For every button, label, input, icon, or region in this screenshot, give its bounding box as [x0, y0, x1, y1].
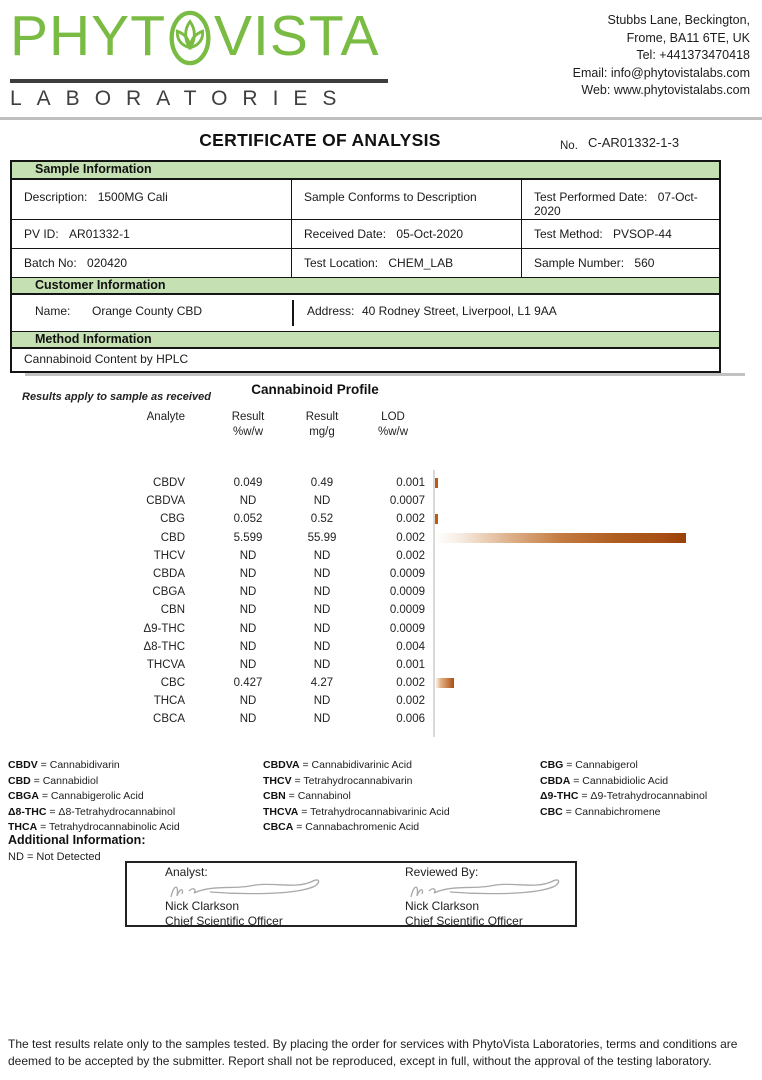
- glossary-term: THCA: [8, 821, 38, 833]
- result-pct-value: ND: [239, 495, 257, 508]
- result-pct-value: ND: [239, 658, 257, 671]
- test-location-cell: [292, 249, 522, 277]
- glossary-term: CBN: [263, 790, 286, 802]
- conforms-value: Sample Conforms to Description: [304, 190, 477, 204]
- lod-value: 0.001: [396, 477, 425, 489]
- footer-line: The test results relate only to the samples tested. By placing the order for services with PhytoVista Laboratories, terms and conditions are: [8, 1037, 738, 1051]
- result-mgg-value: ND: [313, 658, 331, 671]
- logo-subtitle: LABORATORIES: [10, 87, 352, 110]
- result-mgg-value: ND: [313, 604, 331, 617]
- test-performed-cell: [522, 180, 719, 219]
- contact-line: Frome, BA11 6TE, UK: [626, 30, 750, 45]
- glossary-term: CBC: [540, 805, 563, 818]
- analyte-row: [0, 583, 762, 601]
- reviewer-signature-block: [405, 865, 615, 928]
- glossary-column-1: [8, 758, 180, 836]
- footer-disclaimer: [8, 1036, 756, 1069]
- glossary-term: CBDVA: [263, 759, 300, 771]
- header-line: %w/w: [232, 425, 264, 438]
- glossary-entry: CBGA = Cannabigerolic Acid: [8, 790, 144, 802]
- glossary-entry: Δ8-THC = Δ8-Tetrahydrocannabinol: [8, 805, 176, 818]
- result-bar: [435, 478, 438, 488]
- lod-value: 0.0009: [389, 567, 425, 580]
- logo-text-right: VISTA: [214, 4, 380, 68]
- glossary-entry: CBC = Cannabichromene: [540, 805, 661, 818]
- method-value: Cannabinoid Content by HPLC: [24, 352, 189, 366]
- sample-number-label: Sample Number:: [534, 256, 625, 270]
- table-row: [12, 180, 719, 219]
- glossary-entry: CBG = Cannabigerol: [540, 759, 638, 771]
- batch-no-cell: [12, 249, 292, 277]
- contact-line: Email: info@phytovistalabs.com: [572, 65, 750, 80]
- leaf-icon: [167, 9, 213, 67]
- customer-address-value: 40 Rodney Street, Liverpool, L1 9AA: [362, 304, 557, 318]
- result-mgg-value: ND: [313, 567, 331, 580]
- pv-id-cell: [12, 220, 292, 248]
- analyte-name: Δ9-THC: [143, 622, 185, 635]
- result-pct-value: 5.599: [233, 531, 263, 544]
- footer-line: deemed to be accepted by the submitter. Report shall not be reproduced, except in full, without the approval of the testing laboratory.: [8, 1053, 712, 1068]
- certificate-no-value: C-AR01332-1-3: [588, 135, 680, 150]
- result-mgg-value: ND: [313, 495, 331, 508]
- lod-value: 0.0009: [389, 604, 425, 617]
- additional-information-title: Additional Information:: [8, 833, 146, 847]
- header-line: LOD: [381, 411, 405, 423]
- result-pct-value: 0.427: [233, 677, 263, 690]
- logo-rule: [10, 79, 388, 83]
- test-performed-label: Test Performed Date:: [534, 190, 648, 204]
- analyst-label: Analyst:: [165, 865, 208, 879]
- test-performed-value: 07-Oct-2020: [534, 190, 698, 218]
- description-cell: [12, 180, 292, 219]
- glossary-term: CBDV: [8, 759, 38, 771]
- lod-value: 0.002: [396, 695, 425, 708]
- analyte-row: [0, 638, 762, 656]
- glossary-entry: THCV = Tetrahydrocannabivarin: [263, 774, 413, 787]
- lod-value: 0.002: [396, 677, 425, 690]
- analyte-row: [0, 656, 762, 674]
- column-header-result-pct: [210, 410, 286, 439]
- glossary-entry: THCVA = Tetrahydrocannabivarinic Acid: [263, 805, 450, 818]
- analyst-signature-block: [165, 865, 375, 928]
- customer-divider: [292, 300, 294, 326]
- received-date-value: 05-Oct-2020: [396, 227, 464, 241]
- result-mgg-value: 0.52: [310, 513, 334, 526]
- glossary-term: CBG: [540, 759, 564, 771]
- analyte-row: [0, 510, 762, 528]
- lod-value: 0.002: [396, 549, 425, 562]
- result-pct-value: 0.052: [233, 513, 263, 526]
- glossary-term: CBGA: [8, 790, 39, 802]
- chart-title: Cannabinoid Profile: [251, 382, 379, 397]
- analyte-row: [0, 710, 762, 728]
- header-line: %w/w: [377, 425, 409, 438]
- logo-wordmark: [10, 6, 402, 67]
- analyst-title: Chief Scientific Officer: [165, 914, 283, 928]
- lod-value: 0.0007: [389, 495, 425, 508]
- glossary-column-3: [540, 758, 707, 820]
- info-table: [10, 160, 721, 373]
- glossary-term: Δ9-THC: [540, 790, 579, 802]
- pv-id-label: PV ID:: [24, 227, 59, 241]
- customer-address-label: Address:: [307, 304, 355, 318]
- sample-information-header: Sample Information: [12, 162, 719, 180]
- glossary-term: CBDA: [540, 774, 571, 787]
- phytovista-logo: [10, 6, 402, 111]
- lod-value: 0.0009: [389, 586, 425, 599]
- reviewed-by-label: Reviewed By:: [405, 865, 479, 879]
- test-method-cell: [522, 220, 719, 248]
- glossary-column-2: [263, 758, 450, 836]
- analyte-name: CBC: [160, 677, 185, 690]
- batch-no-value: 020420: [87, 256, 128, 270]
- analyte-name: CBGA: [152, 586, 185, 599]
- customer-name-label: Name:: [35, 304, 71, 318]
- analyte-name: CBG: [160, 513, 185, 526]
- result-mgg-value: ND: [313, 622, 331, 635]
- glossary-entry: CBDV = Cannabidivarin: [8, 759, 120, 771]
- result-mgg-value: 0.49: [310, 477, 334, 489]
- analyte-row: [0, 492, 762, 510]
- analyte-row: [0, 529, 762, 547]
- results-note: Results apply to sample as received: [22, 391, 211, 403]
- header-line: Analyte: [146, 411, 185, 423]
- column-header-analyte: [95, 410, 185, 425]
- lod-value: 0.004: [396, 640, 425, 653]
- analyte-row: [0, 565, 762, 583]
- analyte-row: [0, 692, 762, 710]
- result-mgg-value: ND: [313, 640, 331, 653]
- column-header-result-mgg: [284, 410, 360, 439]
- header-line: Result: [305, 411, 339, 423]
- analyte-row: [0, 547, 762, 565]
- contact-line: Stubbs Lane, Beckington,: [607, 13, 750, 27]
- analyte-name: THCV: [153, 549, 185, 562]
- analyte-name: Δ8-THC: [143, 640, 185, 653]
- glossary-term: CBD: [8, 774, 31, 787]
- test-method-value: PVSOP-44: [613, 227, 672, 241]
- result-bar: [435, 533, 686, 543]
- glossary-term: Δ8-THC: [8, 805, 47, 818]
- header-line: Result: [231, 411, 265, 423]
- result-mgg-value: ND: [313, 713, 331, 726]
- sample-number-cell: [522, 249, 719, 277]
- glossary-entry: CBD = Cannabidiol: [8, 774, 99, 787]
- result-pct-value: ND: [239, 640, 257, 653]
- lab-contact-info: [573, 12, 750, 100]
- glossary-entry: CBDVA = Cannabidivarinic Acid: [263, 759, 412, 771]
- analyte-row: [0, 674, 762, 692]
- analyst-name: Nick Clarkson: [165, 899, 240, 913]
- glossary-term: THCVA: [263, 805, 299, 818]
- lod-value: 0.002: [396, 531, 425, 544]
- result-mgg-value: 55.99: [307, 531, 337, 544]
- result-pct-value: ND: [239, 549, 257, 562]
- test-location-value: CHEM_LAB: [388, 256, 454, 270]
- analyte-row: [0, 474, 762, 492]
- description-label: Description:: [24, 190, 88, 204]
- batch-no-label: Batch No:: [24, 256, 77, 270]
- result-bar: [435, 514, 438, 524]
- reviewer-title: Chief Scientific Officer: [405, 914, 523, 928]
- glossary-entry: THCA = Tetrahydrocannabinolic Acid: [8, 821, 180, 833]
- result-pct-value: ND: [239, 567, 257, 580]
- analyte-name: THCA: [153, 695, 185, 708]
- header-divider: [0, 117, 762, 120]
- method-information-header: Method Information: [12, 331, 719, 349]
- received-date-cell: [292, 220, 522, 248]
- result-pct-value: ND: [239, 622, 257, 635]
- customer-row: [12, 295, 719, 331]
- lod-value: 0.002: [396, 513, 425, 526]
- section-divider: [25, 373, 745, 376]
- analyte-name: CBN: [160, 604, 185, 617]
- received-date-label: Received Date:: [304, 227, 387, 241]
- result-bar: [435, 678, 454, 688]
- result-mgg-value: ND: [313, 586, 331, 599]
- result-mgg-value: ND: [313, 549, 331, 562]
- result-pct-value: 0.049: [233, 477, 263, 489]
- analyte-name: CBDV: [153, 477, 185, 489]
- analyte-name: CBDA: [153, 567, 185, 580]
- analyte-name: CBCA: [153, 713, 185, 726]
- lod-value: 0.001: [396, 658, 425, 671]
- reviewer-name: Nick Clarkson: [405, 899, 480, 913]
- column-header-lod: [355, 410, 431, 439]
- cannabinoid-rows: [0, 474, 762, 729]
- glossary-entry: CBN = Cannabinol: [263, 790, 351, 802]
- contact-line: Tel: +441373470418: [636, 48, 750, 62]
- document-title: CERTIFICATE OF ANALYSIS: [199, 130, 441, 150]
- analyte-name: CBD: [160, 531, 185, 544]
- glossary-term: CBCA: [263, 821, 294, 833]
- glossary-entry: CBDA = Cannabidiolic Acid: [540, 774, 669, 787]
- contact-line: Web: www.phytovistalabs.com: [581, 83, 750, 97]
- result-pct-value: ND: [239, 586, 257, 599]
- result-pct-value: ND: [239, 713, 257, 726]
- glossary-entry: Δ9-THC = Δ9-Tetrahydrocannabinol: [540, 790, 708, 802]
- lod-value: 0.0009: [389, 622, 425, 635]
- result-pct-value: ND: [239, 695, 257, 708]
- analyte-name: CBDVA: [146, 495, 185, 508]
- header-line: mg/g: [309, 425, 335, 438]
- result-pct-value: ND: [239, 604, 257, 617]
- glossary-entry: CBCA = Cannabachromenic Acid: [263, 821, 420, 833]
- analyte-row: [0, 620, 762, 638]
- result-mgg-value: 4.27: [310, 677, 334, 690]
- result-mgg-value: ND: [313, 695, 331, 708]
- customer-information-header: Customer Information: [12, 277, 719, 295]
- logo-text-left: PHYT: [10, 4, 167, 68]
- pv-id-value: AR01332-1: [69, 227, 130, 241]
- certificate-no-label: No.: [560, 140, 578, 152]
- test-method-label: Test Method:: [534, 227, 603, 241]
- lod-value: 0.006: [396, 713, 425, 726]
- sample-number-value: 560: [634, 256, 655, 270]
- glossary-term: THCV: [263, 774, 292, 787]
- nd-note: ND = Not Detected: [8, 851, 101, 863]
- analyte-row: [0, 601, 762, 619]
- table-row: [12, 248, 719, 277]
- customer-name-value: Orange County CBD: [92, 304, 203, 318]
- analyte-name: THCVA: [146, 658, 185, 671]
- test-location-label: Test Location:: [304, 256, 379, 270]
- conforms-cell: [292, 180, 522, 219]
- description-value: 1500MG Cali: [97, 190, 168, 204]
- signature-box: [125, 861, 577, 927]
- table-row: [12, 219, 719, 248]
